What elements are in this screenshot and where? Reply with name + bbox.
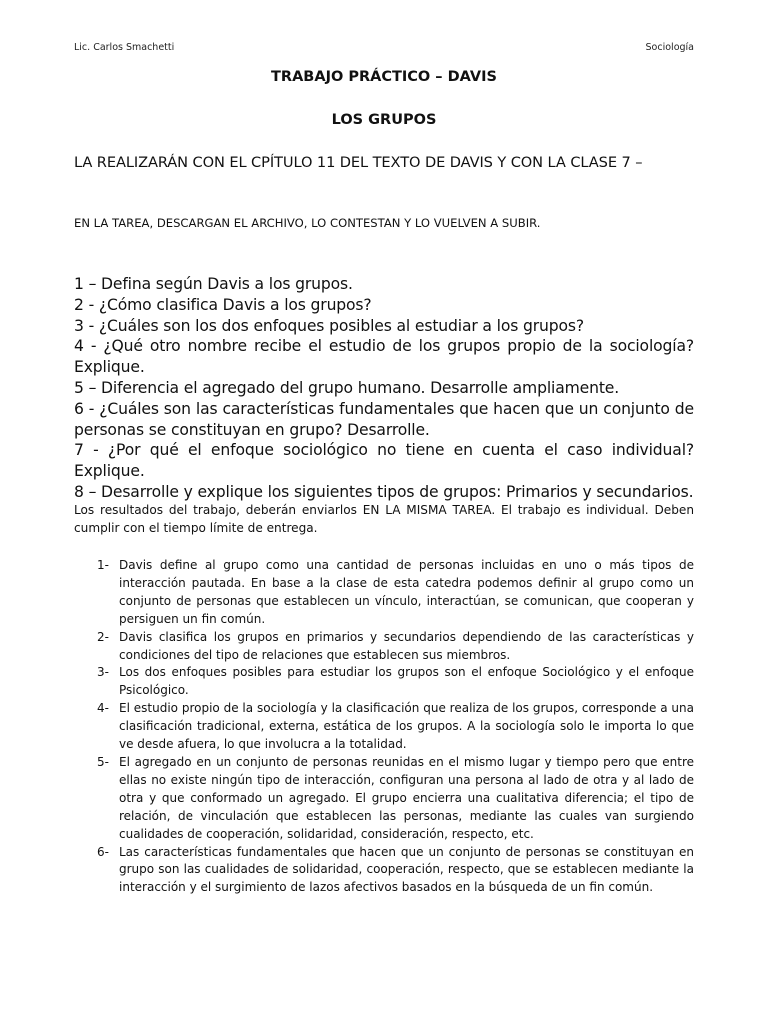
- question-item: 8 – Desarrolle y explique los siguientes tipos de grupos: Primarios y secundarios.: [74, 482, 694, 501]
- answer-text: El estudio propio de la sociología y la clasificación que realiza de los grupos, corresponde a una clasificación tradicional, externa, estática de los grupos. A la sociología solo le importa lo que ve desde afuera, lo que involucra a la totalidad.: [119, 701, 694, 752]
- answer-number: 5-: [97, 754, 109, 769]
- page-header: [74, 42, 694, 53]
- answer-text: Las características fundamentales que hacen que un conjunto de personas se constituyan en grupo son las cualidades de solidaridad, cooperación, respecto, que se establecen mediante la interacción y el surgimiento de lazos afectivos basados en la búsqueda de un fin común.: [119, 844, 694, 895]
- document-subtitle: LOS GRUPOS: [331, 112, 437, 128]
- answer-item: [74, 754, 694, 844]
- answer-text: Davis define al grupo como una cantidad de personas incluidas en uno o más tipos de interacción pautada. En base a la clase de esta catedra podemos definir al grupo como un conjunto de personas que establecen un vínculo, interactúan, se comunican, que cooperan y persiguen un fin común.: [119, 558, 694, 626]
- questions-list: [74, 274, 694, 503]
- question-item: 3 - ¿Cuáles son los dos enfoques posibles al estudiar a los grupos?: [74, 316, 584, 335]
- question-item: 4 - ¿Qué otro nombre recibe el estudio de los grupos propio de la sociología? Explique.: [74, 337, 694, 377]
- answers-list: [74, 557, 694, 897]
- answer-text: El agregado en un conjunto de personas reunidas en el mismo lugar y tiempo pero que entre ellas no existe ningún tipo de interacción, configuran una persona al lado de otra y al lado de otra y que conformado un agregado. El grupo encierra una cualitativa diferencia; el tipo de relación, de vinculación que establecen las personas, mediante las cuales van surgiendo cualidades de cooperación, solidaridad, consideración, respecto, etc.: [119, 754, 694, 841]
- question-item: 6 - ¿Cuáles son las características fundamentales que hacen que un conjunto de personas se constituyan en grupo? Desarrolle.: [74, 399, 694, 439]
- answer-item: [74, 700, 694, 754]
- answer-text: Los dos enfoques posibles para estudiar los grupos son el enfoque Sociológico y el enfoque Psicológico.: [119, 665, 694, 698]
- intro-text: LA REALIZARÁN CON EL CPÍTULO 11 DEL TEXTO DE DAVIS Y CON LA CLASE 7 –: [74, 154, 643, 171]
- answer-number: 1-: [97, 558, 109, 572]
- header-author: Lic. Carlos Smachetti: [74, 42, 175, 53]
- question-item: 2 - ¿Cómo clasifica Davis a los grupos?: [74, 295, 372, 314]
- answer-number: 3-: [97, 665, 109, 680]
- question-item: 5 – Diferencia el agregado del grupo humano. Desarrolle ampliamente.: [74, 378, 620, 397]
- task-instructions: EN LA TAREA, DESCARGAN EL ARCHIVO, LO CONTESTAN Y LO VUELVEN A SUBIR.: [74, 216, 541, 230]
- question-item: 1 – Defina según Davis a los grupos.: [74, 275, 353, 293]
- answer-number: 6-: [97, 844, 109, 859]
- results-note: Los resultados del trabajo, deberán enviarlos EN LA MISMA TAREA. El trabajo es individual. Deben cumplir con el tiempo límite de entrega.: [74, 503, 694, 535]
- answer-item: [74, 664, 694, 700]
- header-subject: Sociología: [645, 42, 694, 53]
- answer-number: 4-: [97, 701, 109, 716]
- question-item: 7 - ¿Por qué el enfoque sociológico no tiene en cuenta el caso individual? Explique.: [74, 441, 694, 481]
- answer-text: Davis clasifica los grupos en primarios y secundarios dependiendo de las características y condiciones del tipo de relaciones que establecen sus miembros.: [119, 629, 694, 662]
- answer-item: [74, 629, 694, 665]
- answer-item: [74, 557, 694, 629]
- document-title: TRABAJO PRÁCTICO – DAVIS: [271, 69, 497, 85]
- answer-item: [74, 844, 694, 898]
- answer-number: 2-: [97, 629, 109, 644]
